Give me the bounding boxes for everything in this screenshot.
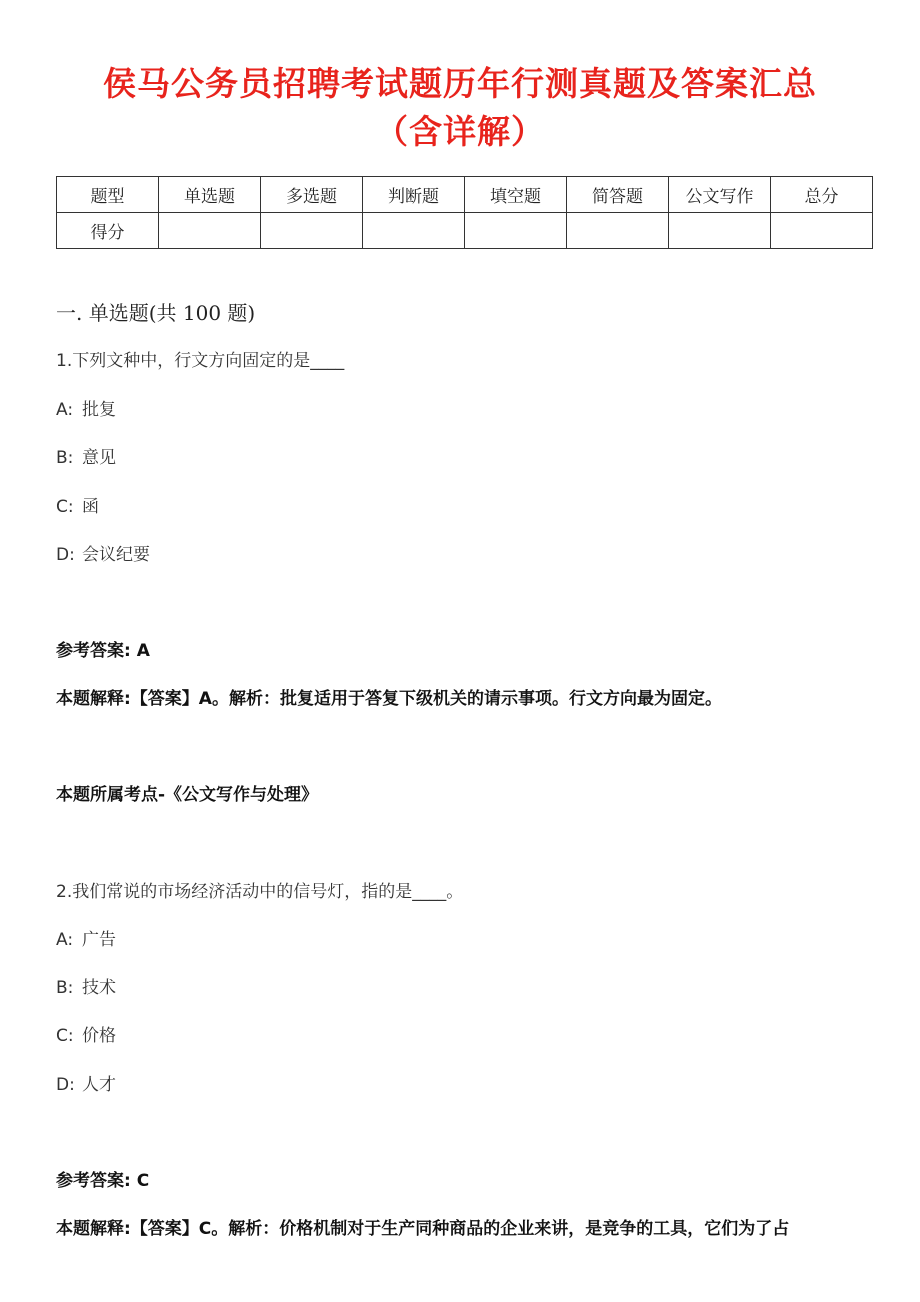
option-letter: C: bbox=[56, 497, 74, 517]
score-row-label: 得分 bbox=[57, 213, 159, 249]
option-a bbox=[56, 925, 116, 950]
explanation-line: 本题解释:【答案】C。解析：价格机制对于生产同种商品的企业来讲，是竞争的工具，它们为了占 bbox=[56, 1219, 790, 1239]
option-text: 广告 bbox=[82, 930, 116, 950]
document-title: 侯马公务员招聘考试题历年行测真题及答案汇总 bbox=[103, 64, 817, 103]
score-header-cell: 填空题 bbox=[465, 177, 567, 213]
option-letter: C: bbox=[56, 1026, 74, 1046]
option-letter: D: bbox=[56, 1075, 75, 1095]
option-letter: A: bbox=[56, 400, 74, 420]
score-cell bbox=[669, 213, 771, 249]
option-b bbox=[56, 443, 116, 468]
option-letter: D: bbox=[56, 545, 75, 565]
option-text: 批复 bbox=[82, 400, 116, 420]
option-text: 函 bbox=[82, 497, 99, 517]
document-title-subtitle: （含详解） bbox=[375, 112, 545, 151]
score-cell bbox=[567, 213, 669, 249]
score-table-header-row bbox=[57, 177, 873, 213]
score-cell bbox=[465, 213, 567, 249]
score-header-cell: 题型 bbox=[57, 177, 159, 213]
score-header-cell: 单选题 bbox=[159, 177, 261, 213]
question-stem: 1.下列文种中，行文方向固定的是____ bbox=[56, 351, 345, 371]
option-text: 价格 bbox=[82, 1026, 116, 1046]
explanation-line: 本题解释:【答案】A。解析：批复适用于答复下级机关的请示事项。行文方向最为固定。 bbox=[56, 689, 722, 709]
score-cell bbox=[261, 213, 363, 249]
section-heading: 一. 单选题(共 100 题) bbox=[56, 301, 256, 325]
option-text: 人才 bbox=[82, 1075, 116, 1095]
option-c bbox=[56, 492, 99, 517]
score-header-cell: 公文写作 bbox=[669, 177, 771, 213]
answer-line: 参考答案: A bbox=[56, 641, 150, 661]
option-text: 意见 bbox=[82, 448, 116, 468]
topic-line: 本题所属考点-《公文写作与处理》 bbox=[56, 785, 319, 805]
score-cell bbox=[363, 213, 465, 249]
option-letter: B: bbox=[56, 978, 74, 998]
score-header-cell: 多选题 bbox=[261, 177, 363, 213]
score-header-cell: 总分 bbox=[771, 177, 873, 213]
option-d bbox=[56, 1070, 116, 1095]
option-text: 技术 bbox=[82, 978, 116, 998]
question-stem: 2.我们常说的市场经济活动中的信号灯，指的是____。 bbox=[56, 882, 464, 902]
score-cell bbox=[771, 213, 873, 249]
option-letter: A: bbox=[56, 930, 74, 950]
score-table bbox=[56, 176, 873, 249]
score-cell bbox=[159, 213, 261, 249]
score-header-cell: 判断题 bbox=[363, 177, 465, 213]
option-text: 会议纪要 bbox=[82, 545, 150, 565]
option-d bbox=[56, 540, 150, 565]
score-table-score-row bbox=[57, 213, 873, 249]
score-header-cell: 简答题 bbox=[567, 177, 669, 213]
option-a bbox=[56, 395, 116, 420]
option-c bbox=[56, 1021, 116, 1046]
option-b bbox=[56, 973, 116, 998]
option-letter: B: bbox=[56, 448, 74, 468]
answer-line: 参考答案: C bbox=[56, 1171, 150, 1191]
